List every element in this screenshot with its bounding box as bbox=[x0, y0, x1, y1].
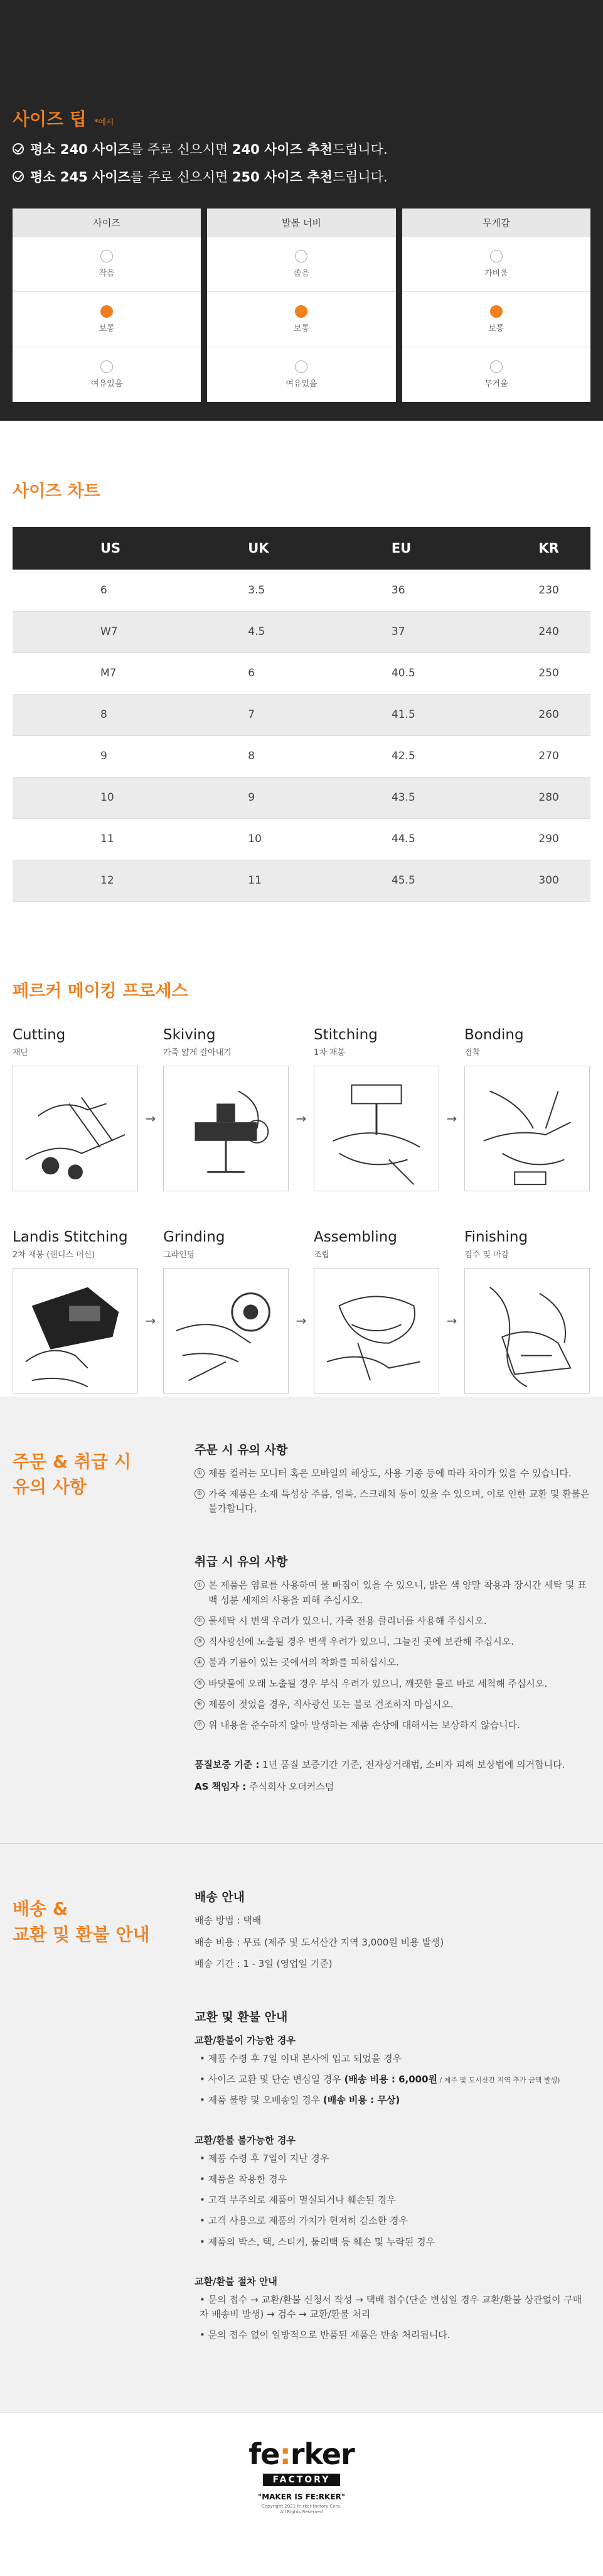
table-cell: M7 bbox=[13, 652, 157, 694]
size-tip-option[interactable] bbox=[402, 291, 590, 347]
radio-icon[interactable] bbox=[100, 250, 113, 262]
table-cell: 10 bbox=[13, 777, 157, 818]
size-tip-column bbox=[13, 208, 201, 402]
table-row bbox=[13, 735, 590, 777]
list-item: • 제품의 박스, 택, 스티커, 툴리백 등 훼손 및 누락된 경우 bbox=[195, 2235, 590, 2249]
table-cell: 9 bbox=[157, 777, 301, 818]
list-item bbox=[195, 1635, 590, 1649]
table-cell: 37 bbox=[301, 611, 447, 652]
table-cell: 230 bbox=[447, 570, 590, 611]
copyright: Copyright 2021 fe:rker factory Corp. All Rights Reserved bbox=[261, 2503, 342, 2514]
table-cell: 300 bbox=[447, 860, 590, 901]
table-cell: 45.5 bbox=[301, 860, 447, 901]
table-row bbox=[13, 694, 590, 735]
list-item: • 문의 접수 → 교환/환불 신청서 작성 → 택배 접수(단순 변심일 경우 교환/환불 상관없이 구매자 배송비 발생) → 검수 → 교환/환불 처리 bbox=[195, 2293, 590, 2322]
numbered-marker: ② bbox=[195, 1616, 205, 1626]
size-tip-line bbox=[13, 167, 590, 186]
arrow-right-icon: → bbox=[446, 1312, 457, 1328]
brand-factory-label: FACTORY bbox=[263, 2474, 341, 2486]
table-row bbox=[13, 611, 590, 652]
size-tip-heading bbox=[13, 106, 590, 131]
process-step-cutting bbox=[13, 1027, 138, 1191]
list-item: • 고객 사용으로 제품의 가치가 현저히 감소한 경우 bbox=[195, 2214, 590, 2228]
size-tip-option-label: 작음 bbox=[99, 269, 115, 278]
size-tip-column-header: 사이즈 bbox=[13, 208, 201, 236]
numbered-marker: ③ bbox=[195, 1637, 205, 1647]
process-step-finishing bbox=[464, 1229, 590, 1394]
list-item bbox=[195, 1487, 590, 1517]
process-step-name: Stitching bbox=[314, 1026, 378, 1043]
process-step-subtitle: 검수 및 마감 bbox=[464, 1250, 510, 1260]
process-step-subtitle: 접착 bbox=[464, 1047, 481, 1058]
list-item bbox=[195, 1677, 590, 1691]
process-step-subtitle: 가죽 얇게 갈아내기 bbox=[163, 1047, 232, 1058]
table-row bbox=[13, 860, 590, 901]
radio-icon[interactable] bbox=[295, 305, 307, 318]
size-tip-column-header: 발볼 너비 bbox=[207, 208, 395, 236]
size-tip-option-label: 보통 bbox=[488, 324, 504, 333]
size-tip-option[interactable] bbox=[207, 236, 395, 291]
table-cell: 260 bbox=[447, 694, 590, 735]
numbered-marker: ⑦ bbox=[195, 1720, 205, 1730]
numbered-marker: ① bbox=[195, 1468, 205, 1478]
table-cell: 11 bbox=[157, 860, 301, 901]
check-circle-icon bbox=[13, 143, 24, 154]
size-tip-option[interactable] bbox=[402, 347, 590, 402]
making-process-section bbox=[0, 902, 603, 1397]
process-step-illustration bbox=[163, 1066, 289, 1191]
table-cell: 7 bbox=[157, 694, 301, 735]
table-cell: W7 bbox=[13, 611, 157, 652]
table-cell: 240 bbox=[447, 611, 590, 652]
size-tip-option[interactable] bbox=[13, 347, 201, 402]
table-cell: 4.5 bbox=[157, 611, 301, 652]
table-cell: 290 bbox=[447, 818, 590, 860]
process-step-subtitle: 2차 재봉 (랜디스 머신) bbox=[13, 1250, 95, 1260]
brand-slogan: "MAKER IS FE:RKER" bbox=[257, 2492, 346, 2501]
size-tip-section bbox=[0, 0, 603, 421]
table-row bbox=[13, 818, 590, 860]
size-tip-option-label: 좁음 bbox=[293, 269, 310, 278]
size-chart-table bbox=[13, 527, 590, 902]
list-item bbox=[195, 1718, 590, 1733]
shipping-title bbox=[13, 1888, 195, 2349]
caution-title-line: 유의 사항 bbox=[13, 1476, 87, 1498]
exchange-possible-title: 교환/환불이 가능한 경우 bbox=[195, 2034, 296, 2046]
process-row bbox=[13, 1229, 590, 1394]
size-tip-option-label: 무거움 bbox=[484, 379, 508, 389]
order-caution-title: 주문 시 유의 사항 bbox=[195, 1442, 288, 1457]
numbered-marker: ④ bbox=[195, 1657, 205, 1667]
size-tip-option[interactable] bbox=[207, 291, 395, 347]
table-cell: 43.5 bbox=[301, 777, 447, 818]
size-tip-option-label: 보통 bbox=[293, 324, 310, 333]
table-cell: 6 bbox=[13, 570, 157, 611]
list-item: • 고객 부주의로 제품이 멸실되거나 훼손된 경우 bbox=[195, 2193, 590, 2207]
process-step-subtitle: 조립 bbox=[314, 1250, 330, 1260]
table-cell: 44.5 bbox=[301, 818, 447, 860]
making-process-title: 페르커 메이킹 프로세스 bbox=[13, 981, 188, 1001]
size-tip-line bbox=[13, 139, 590, 158]
table-cell: 6 bbox=[157, 652, 301, 694]
exchange-procedure-title: 교환/환불 절차 안내 bbox=[195, 2275, 277, 2287]
list-item: • 제품 불량 및 오배송일 경우 (배송 비용 : 무상) bbox=[195, 2093, 590, 2108]
process-step-subtitle: 재단 bbox=[13, 1047, 29, 1058]
size-chart-title: 사이즈 차트 bbox=[13, 482, 100, 501]
process-step-subtitle: 그라인딩 bbox=[163, 1250, 195, 1260]
list-item bbox=[195, 1578, 590, 1608]
arrow-right-icon: → bbox=[296, 1110, 307, 1126]
footer bbox=[0, 2412, 603, 2540]
radio-icon[interactable] bbox=[100, 360, 113, 373]
arrow-right-icon: → bbox=[446, 1110, 457, 1126]
list-item bbox=[195, 1655, 590, 1670]
table-row bbox=[13, 777, 590, 818]
table-cell: 10 bbox=[157, 818, 301, 860]
list-item: • 제품을 착용한 경우 bbox=[195, 2172, 590, 2187]
delivery-line: 배송 비용 : 무료 (제주 및 도서산간 지역 3,000원 비용 발생) bbox=[195, 1936, 444, 1948]
radio-icon[interactable] bbox=[295, 360, 307, 373]
warranty-note: 품질보증 기준 : 1년 품질 보증기간 기준, 전자상거래법, 소비자 피해 보상법에 의거합니다. bbox=[195, 1759, 565, 1771]
size-tip-option-label: 보통 bbox=[99, 324, 115, 333]
arrow-right-icon: → bbox=[296, 1312, 307, 1328]
size-tip-column-header: 무게감 bbox=[402, 208, 590, 236]
delivery-line: 배송 방법 : 택배 bbox=[195, 1915, 262, 1927]
process-step-assembling bbox=[314, 1229, 439, 1394]
table-cell: 11 bbox=[13, 818, 157, 860]
process-row bbox=[13, 1027, 590, 1191]
size-tip-options bbox=[13, 208, 590, 402]
process-step-subtitle: 1차 재봉 bbox=[314, 1047, 346, 1058]
size-tip-option[interactable] bbox=[13, 236, 201, 291]
caution-title bbox=[13, 1441, 195, 1794]
radio-icon[interactable] bbox=[100, 305, 113, 318]
list-item-text: 제품이 젖었을 경우, 직사광선 또는 불로 건조하지 마십시오. bbox=[208, 1698, 454, 1710]
process-step-grinding bbox=[163, 1229, 289, 1394]
as-manager-note: AS 책임자 : 주식회사 오더커스텀 bbox=[195, 1781, 334, 1793]
list-item bbox=[195, 1697, 590, 1712]
check-circle-icon bbox=[13, 171, 24, 182]
table-cell: 12 bbox=[13, 860, 157, 901]
process-step-illustration bbox=[13, 1066, 138, 1191]
brand-logo: fe:rker bbox=[248, 2437, 355, 2471]
table-cell: 3.5 bbox=[157, 570, 301, 611]
radio-icon[interactable] bbox=[490, 250, 503, 262]
table-cell: 8 bbox=[13, 694, 157, 735]
process-step-name: Assembling bbox=[314, 1228, 397, 1245]
process-step-illustration bbox=[464, 1268, 590, 1394]
size-tip-option-label: 가벼움 bbox=[484, 269, 508, 278]
process-step-name: Landis Stitching bbox=[13, 1228, 128, 1245]
exchange-impossible-title: 교환/환불 불가능한 경우 bbox=[195, 2134, 296, 2146]
radio-icon[interactable] bbox=[490, 360, 503, 373]
size-chart-section bbox=[0, 421, 603, 902]
delivery-line: 배송 기간 : 1 - 3일 (영업일 기준) bbox=[195, 1958, 333, 1970]
size-tip-option-label: 여유있음 bbox=[285, 379, 318, 389]
size-tip-option-label: 여유있음 bbox=[91, 379, 123, 389]
list-item: • 제품 수령 후 7일 이내 본사에 입고 되었을 경우 bbox=[195, 2052, 590, 2066]
radio-icon[interactable] bbox=[295, 250, 307, 262]
table-cell: 250 bbox=[447, 652, 590, 694]
shipping-title-line: 배송 & bbox=[13, 1898, 68, 1920]
list-item: • 문의 접수 없이 일방적으로 반품된 제품은 반송 처리됩니다. bbox=[195, 2328, 590, 2342]
list-item-text: 직사광선에 노출될 경우 변색 우려가 있으니, 그늘진 곳에 보관해 주십시오. bbox=[208, 1636, 515, 1647]
size-tip-column bbox=[402, 208, 590, 402]
table-cell: 270 bbox=[447, 735, 590, 777]
list-item-text: 위 내용을 준수하지 않아 발생하는 제품 손상에 대해서는 보상하지 않습니다. bbox=[208, 1719, 520, 1731]
list-item bbox=[195, 1466, 590, 1481]
arrow-right-icon: → bbox=[145, 1312, 156, 1328]
size-tip-option[interactable] bbox=[207, 347, 395, 402]
list-item bbox=[195, 1614, 590, 1628]
table-cell: 42.5 bbox=[301, 735, 447, 777]
arrow-right-icon: → bbox=[145, 1110, 156, 1126]
size-tip-note: *예시 bbox=[93, 118, 114, 127]
size-tip-option[interactable] bbox=[402, 236, 590, 291]
process-step-name: Bonding bbox=[464, 1026, 524, 1043]
process-step-illustration bbox=[314, 1066, 439, 1191]
numbered-marker: ② bbox=[195, 1489, 205, 1499]
process-step-stitching bbox=[314, 1027, 439, 1191]
process-step-landis-stitching bbox=[13, 1229, 138, 1394]
handling-caution-title: 취급 시 유의 사항 bbox=[195, 1555, 288, 1569]
table-cell: 36 bbox=[301, 570, 447, 611]
table-cell: 41.5 bbox=[301, 694, 447, 735]
numbered-marker: ① bbox=[195, 1580, 205, 1590]
numbered-marker: ⑤ bbox=[195, 1679, 205, 1689]
size-chart-header: EU bbox=[301, 527, 447, 570]
list-item: • 사이즈 교환 및 단순 변심일 경우 (배송 비용 : 6,000원 / 제주 및 도서산간 지역 추가 금액 발생) bbox=[195, 2072, 590, 2087]
process-step-illustration bbox=[163, 1268, 289, 1394]
list-item-text: 가죽 제품은 소재 특성상 주름, 얼룩, 스크래치 등이 있을 수 있으며, 이로 인한 교환 및 환불은 불가합니다. bbox=[208, 1488, 590, 1514]
shipping-section bbox=[0, 1844, 603, 2411]
size-tip-option[interactable] bbox=[13, 291, 201, 347]
size-tip-text: 평소 245 사이즈를 주로 신으시면 250 사이즈 추천드립니다. bbox=[30, 170, 388, 185]
size-chart-header: UK bbox=[157, 527, 301, 570]
process-step-illustration bbox=[464, 1066, 590, 1191]
caution-title-line: 주문 & 취급 시 bbox=[13, 1451, 131, 1472]
process-step-name: Cutting bbox=[13, 1026, 66, 1043]
list-item-text: 본 제품은 염료를 사용하여 물 빠짐이 있을 수 있으니, 밝은 색 양말 착용과 장시간 세탁 및 표백 성분 세제의 사용을 피해 주십시오. bbox=[208, 1579, 587, 1606]
list-item-text: 물세탁 시 변색 우려가 있으니, 가죽 전용 클리너를 사용해 주십시오. bbox=[208, 1615, 487, 1626]
table-cell: 280 bbox=[447, 777, 590, 818]
process-step-name: Grinding bbox=[163, 1228, 225, 1245]
process-step-skiving bbox=[163, 1027, 289, 1191]
process-step-illustration bbox=[13, 1268, 138, 1394]
size-chart-header: US bbox=[13, 527, 157, 570]
list-item-text: 바닷물에 오래 노출될 경우 부식 우려가 있으니, 깨끗한 물로 바로 세척해 주십시오. bbox=[208, 1677, 548, 1689]
size-tip-text: 평소 240 사이즈를 주로 신으시면 240 사이즈 추천드립니다. bbox=[30, 142, 388, 157]
numbered-marker: ⑥ bbox=[195, 1699, 205, 1709]
table-cell: 9 bbox=[13, 735, 157, 777]
table-row bbox=[13, 652, 590, 694]
size-tip-title: 사이즈 팁 bbox=[13, 109, 87, 129]
process-step-illustration bbox=[314, 1268, 439, 1394]
process-step-name: Finishing bbox=[464, 1228, 528, 1245]
process-step-bonding bbox=[464, 1027, 590, 1191]
list-item: • 제품 수령 후 7일이 지난 경우 bbox=[195, 2151, 590, 2166]
size-chart-header: KR bbox=[447, 527, 590, 570]
size-tip-column bbox=[207, 208, 395, 402]
shipping-title-line: 교환 및 환불 안내 bbox=[13, 1924, 150, 1945]
table-cell: 40.5 bbox=[301, 652, 447, 694]
process-step-name: Skiving bbox=[163, 1026, 216, 1043]
table-cell: 8 bbox=[157, 735, 301, 777]
table-row bbox=[13, 570, 590, 611]
exchange-title: 교환 및 환불 안내 bbox=[195, 2010, 288, 2024]
delivery-title: 배송 안내 bbox=[195, 1890, 245, 1905]
list-item-text: 제품 컬러는 모니터 혹은 모바일의 해상도, 사용 기종 등에 따라 차이가 있을 수 있습니다. bbox=[208, 1467, 572, 1479]
radio-icon[interactable] bbox=[490, 305, 503, 318]
caution-section bbox=[0, 1397, 603, 1844]
list-item-text: 불과 기름이 있는 곳에서의 착화를 피하십시오. bbox=[208, 1657, 399, 1669]
